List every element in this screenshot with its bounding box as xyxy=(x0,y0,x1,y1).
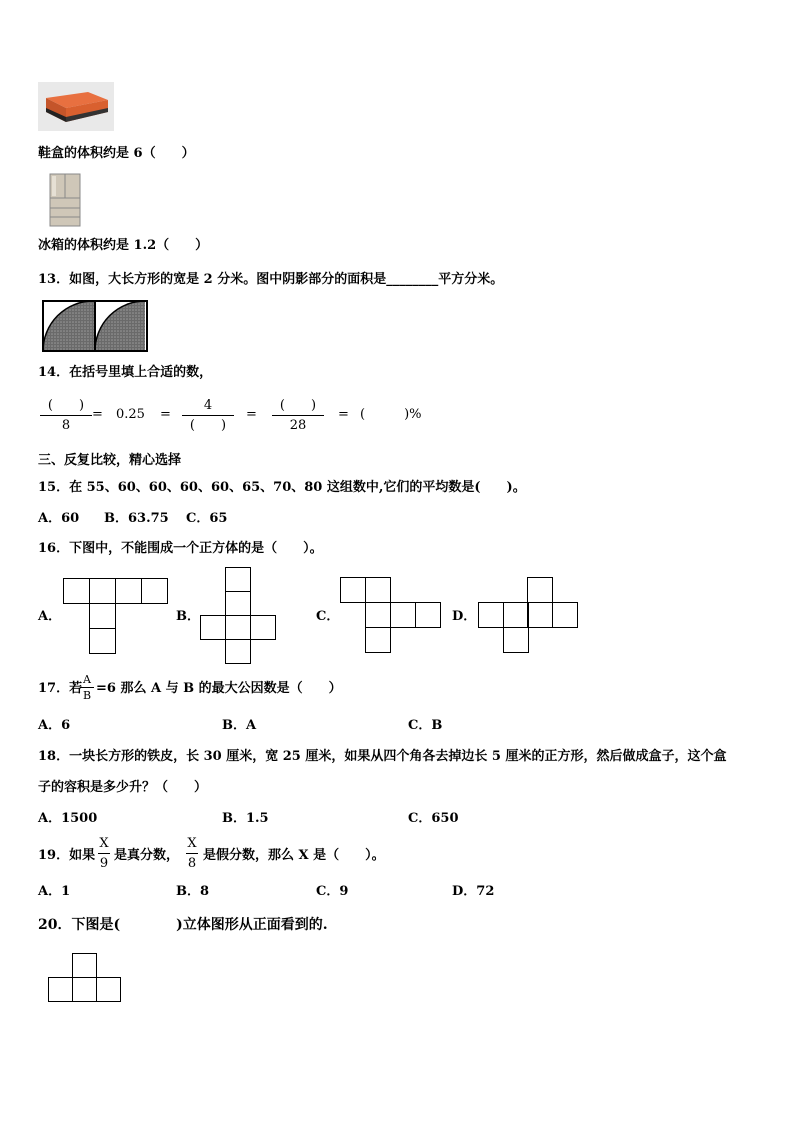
q16-label-b[interactable]: B． xyxy=(176,609,200,624)
q18-option-b[interactable]: B．1.5 xyxy=(222,811,269,826)
q19-f2-denominator: 8 xyxy=(187,856,197,871)
q13-text: 13．如图，大长方形的宽是 2 分米。图中阴影部分的面积是________平方分米。 xyxy=(38,272,504,287)
fridge-icon xyxy=(48,172,82,228)
q19-fraction-1 xyxy=(98,836,110,871)
fridge-image xyxy=(48,172,82,228)
q19-middle: 是真分数， xyxy=(114,848,180,863)
q14-fraction-3 xyxy=(272,398,324,433)
q16-label-d[interactable]: D． xyxy=(452,609,477,624)
q19-fraction-2 xyxy=(186,836,198,871)
q16-label-c[interactable]: C． xyxy=(316,609,340,624)
q15-option-a[interactable]: A．60 xyxy=(38,511,80,526)
q14-f3-numerator[interactable]: ( ) xyxy=(279,398,317,413)
q15-text: 15．在 55、60、60、60、60、65、70、80 这组数中,它们的平均数是( )。 xyxy=(38,480,526,495)
q17-option-a[interactable]: A．6 xyxy=(38,718,71,733)
q14-fraction-1 xyxy=(40,398,92,433)
shoebox-image xyxy=(38,82,114,131)
q-shoebox: 鞋盒的体积约是 6（ ） xyxy=(38,146,195,161)
q16-text: 16．下图中，不能围成一个正方体的是（ ）。 xyxy=(38,541,323,556)
q14-value: 0.25 xyxy=(116,407,145,422)
shaded-rectangle-figure xyxy=(42,300,150,352)
q17-fraction xyxy=(80,673,94,702)
q16-label-a[interactable]: A． xyxy=(38,609,62,624)
q14-eq-1: = xyxy=(92,407,103,422)
q14-f3-denominator: 28 xyxy=(289,418,307,433)
q18-line-2: 子的容积是多少升？（ ） xyxy=(38,780,208,795)
q19-option-c[interactable]: C．9 xyxy=(316,884,349,899)
q17-option-b[interactable]: B．A xyxy=(222,718,257,733)
q14-fraction-2 xyxy=(182,398,234,433)
q14-text: 14．在括号里填上合适的数， xyxy=(38,365,213,380)
q18-option-a[interactable]: A．1500 xyxy=(38,811,98,826)
q19-option-d[interactable]: D．72 xyxy=(452,884,495,899)
q17-denominator: B xyxy=(82,689,92,702)
q20-text: 20．下图是( )立体图形从正面看到的. xyxy=(38,917,328,933)
shoebox-icon xyxy=(38,82,114,131)
q19-suffix: 是假分数，那么 X 是（ ）。 xyxy=(203,848,385,863)
q15-option-b[interactable]: B．63.75 xyxy=(104,511,169,526)
q17-prefix: 17．若 xyxy=(38,681,83,696)
q14-f1-denominator: 8 xyxy=(61,418,71,433)
q13-figure xyxy=(42,300,150,356)
q17-suffix: =6 那么 A 与 B 的最大公因数是（ ） xyxy=(96,681,342,696)
q17-option-c[interactable]: C．B xyxy=(408,718,443,733)
q19-f1-denominator: 9 xyxy=(99,856,109,871)
q-fridge: 冰箱的体积约是 1.2（ ） xyxy=(38,238,209,253)
q14-eq-4: = xyxy=(338,407,349,422)
section-3-title: 三、反复比较，精心选择 xyxy=(38,453,182,468)
q14-f2-denominator[interactable]: ( ) xyxy=(189,418,227,433)
q18-option-c[interactable]: C．650 xyxy=(408,811,459,826)
q19-f2-numerator: X xyxy=(187,836,197,851)
q19-f1-numerator: X xyxy=(99,836,109,851)
q17-numerator: A xyxy=(83,673,91,686)
q19-option-a[interactable]: A．1 xyxy=(38,884,71,899)
q14-f1-numerator[interactable]: ( ) xyxy=(47,398,85,413)
q14-f2-numerator: 4 xyxy=(203,398,213,413)
q19-option-b[interactable]: B．8 xyxy=(176,884,210,899)
q14-eq-3: = xyxy=(246,407,257,422)
q15-option-c[interactable]: C．65 xyxy=(186,511,228,526)
q19-prefix: 19．如果 xyxy=(38,848,96,863)
q14-percent-blank[interactable]: ( )% xyxy=(360,407,422,422)
q14-eq-2: = xyxy=(160,407,171,422)
q18-line-1: 18．一块长方形的铁皮，长 30 厘米，宽 25 厘米，如果从四个角各去掉边长 5 厘米的正方形，然后做成盒子，这个盒 xyxy=(38,749,727,764)
